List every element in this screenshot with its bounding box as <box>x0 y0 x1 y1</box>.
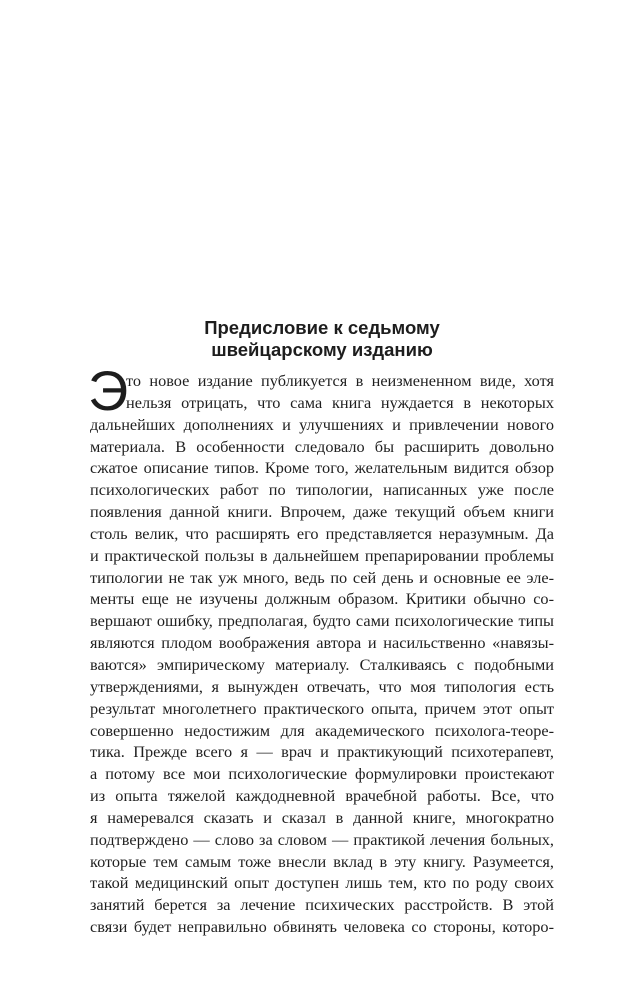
drop-cap-letter: Э <box>88 359 129 422</box>
chapter-heading <box>90 317 554 361</box>
text-line: то новое издание публикуется в неизмененном виде, хотя <box>126 371 554 390</box>
text-line: совершенно недостижим для академического психолога-теоре- <box>90 720 554 740</box>
text-line: являются плодом воображения автора и насильственно «навязы- <box>90 633 554 653</box>
text-line: менты еще не изучены должным образом. Критики обычно со- <box>90 589 554 609</box>
text-line: вершают ошибку, предполагая, будто сами психологические типы <box>90 611 554 631</box>
text-line: сжатое описание типов. Кроме того, желательным видится обзор <box>90 458 554 478</box>
heading-line-2: швейцарскому изданию <box>211 339 433 360</box>
text-line: я намеревался сказать и сказал в данной книге, многократно <box>90 807 554 827</box>
text-line: результат многолетнего практического опыта, причем этот опыт <box>90 698 554 718</box>
text-line: связи будет неправильно обвинять человека со стороны, которо- <box>90 917 554 937</box>
heading-line-1: Предисловие к седьмому <box>204 317 440 338</box>
text-line: материала. В особенности следовало бы расширить довольно <box>90 436 554 456</box>
text-line: из опыта тяжелой каждодневной врачебной работы. Все, что <box>90 786 554 806</box>
text-line: психологических работ по типологии, написанных уже после <box>90 480 554 500</box>
body-paragraph <box>90 370 554 938</box>
text-line: ваются» эмпирическому материалу. Сталкиваясь с подобными <box>90 654 554 674</box>
text-line: а потому все мои психологические формулировки проистекают <box>90 764 554 784</box>
text-line: типологии не так уж много, ведь по сей день и основные ее эле- <box>90 567 554 587</box>
text-line: появления данной книги. Впрочем, даже текущий объем книги <box>90 502 554 522</box>
text-line: подтверждено — слово за словом — практикой лечения больных, <box>90 829 554 849</box>
text-line: утверждениями, я вынужден отвечать, что моя типология есть <box>90 676 554 696</box>
text-line: которые тем самым тоже внесли вклад в эту книгу. Разумеется, <box>90 851 554 871</box>
text-line: тика. Прежде всего я — врач и практикующий психотерапевт, <box>90 742 554 762</box>
text-line: и практической пользы в дальнейшем препарировании проблемы <box>90 545 554 565</box>
text-line: столь велик, что расширять его представляется неразумным. Да <box>90 523 554 543</box>
text-line: дальнейших дополнениях и улучшениях и привлечении нового <box>90 414 554 434</box>
text-line: такой медицинский опыт доступен лишь тем, кто по роду своих <box>90 873 554 893</box>
text-line: нельзя отрицать, что сама книга нуждается в некоторых <box>126 392 554 412</box>
text-line: занятий берется за лечение психических расстройств. В этой <box>90 895 554 915</box>
